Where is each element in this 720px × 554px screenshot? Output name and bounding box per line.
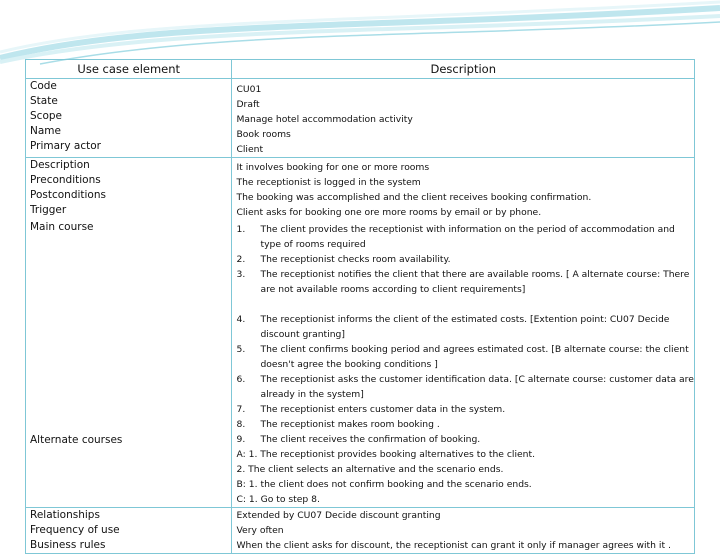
value-code: CU01 <box>236 84 262 95</box>
label-main-course: Main course <box>30 221 94 233</box>
group2-values <box>232 158 695 508</box>
header-description: Description <box>232 60 695 79</box>
value-scope: Manage hotel accommodation activity <box>236 114 413 125</box>
step-item: 7. The receptionist enters customer data in the system. <box>236 404 506 415</box>
label-trigger: Trigger <box>30 204 67 216</box>
step-item: 4. The receptionist informs the client of the estimated costs. [Extention point: CU07 Decide discount granting] <box>236 314 670 340</box>
value-trigger: Client asks for booking one ore more rooms by email or by phone. <box>236 207 542 218</box>
value-frequency-of-use: Very often <box>236 525 284 536</box>
alternate-course-line: B: 1. the client does not confirm booking and the scenario ends. <box>236 479 532 490</box>
alternate-course-line: 2. The client selects an alternative and the scenario ends. <box>236 464 504 475</box>
value-name: Book rooms <box>236 129 291 140</box>
step-item: 5. The client confirms booking period and agrees estimated cost. [B alternate course: the client doesn't agree the booking conditions ] <box>236 344 689 370</box>
main-course-steps <box>236 222 694 447</box>
value-relationships: Extended by CU07 Decide discount granting <box>236 510 441 521</box>
step-gap <box>236 297 690 312</box>
value-primary-actor: Client <box>236 144 264 155</box>
label-preconditions: Preconditions <box>30 174 101 186</box>
value-description: It involves booking for one or more rooms <box>236 162 430 173</box>
step-item: 8. The receptionist makes room booking . <box>236 419 440 430</box>
group1-row <box>26 79 695 158</box>
group3-row <box>26 508 695 554</box>
label-alternate-courses: Alternate courses <box>30 434 123 446</box>
header-use-case-element: Use case element <box>26 60 232 79</box>
label-business-rules: Business rules <box>30 539 106 551</box>
label-name: Name <box>30 125 61 137</box>
group2-labels <box>26 158 232 508</box>
label-primary-actor: Primary actor <box>30 140 101 152</box>
label-postconditions: Postconditions <box>30 189 106 201</box>
label-scope: Scope <box>30 110 62 122</box>
label-state: State <box>30 95 58 107</box>
group1-values <box>232 79 695 158</box>
step-item: 6. The receptionist asks the customer identification data. [C alternate course: customer data are already in the system] <box>236 374 694 400</box>
group3-values <box>232 508 695 554</box>
use-case-table <box>25 59 695 554</box>
group1-labels <box>26 79 232 158</box>
alternate-course-line: C: 1. Go to step 8. <box>236 494 320 505</box>
step-item: 9. The client receives the confirmation of booking. <box>236 434 481 445</box>
value-state: Draft <box>236 99 260 110</box>
value-preconditions: The receptionist is logged in the system <box>236 177 421 188</box>
value-business-rules: When the client asks for discount, the receptionist can grant it only if manager agrees with it . <box>236 540 671 551</box>
header-row <box>26 60 695 79</box>
value-postconditions: The booking was accomplished and the client receives booking confirmation. <box>236 192 592 203</box>
step-item: 1. The client provides the receptionist with information on the period of accommodation and type of rooms required <box>236 224 675 250</box>
label-code: Code <box>30 80 57 92</box>
step-item: 3. The receptionist notifies the client that there are available rooms. [ A alternate course: There are not available rooms according to client requirements] <box>236 269 690 295</box>
group3-labels <box>26 508 232 554</box>
label-relationships: Relationships <box>30 509 100 521</box>
alternate-course-line: A: 1. The receptionist provides booking alternatives to the client. <box>236 449 536 460</box>
group2-row <box>26 158 695 508</box>
label-frequency-of-use: Frequency of use <box>30 524 120 536</box>
label-description: Description <box>30 159 90 171</box>
step-item: 2. The receptionist checks room availability. <box>236 254 451 265</box>
